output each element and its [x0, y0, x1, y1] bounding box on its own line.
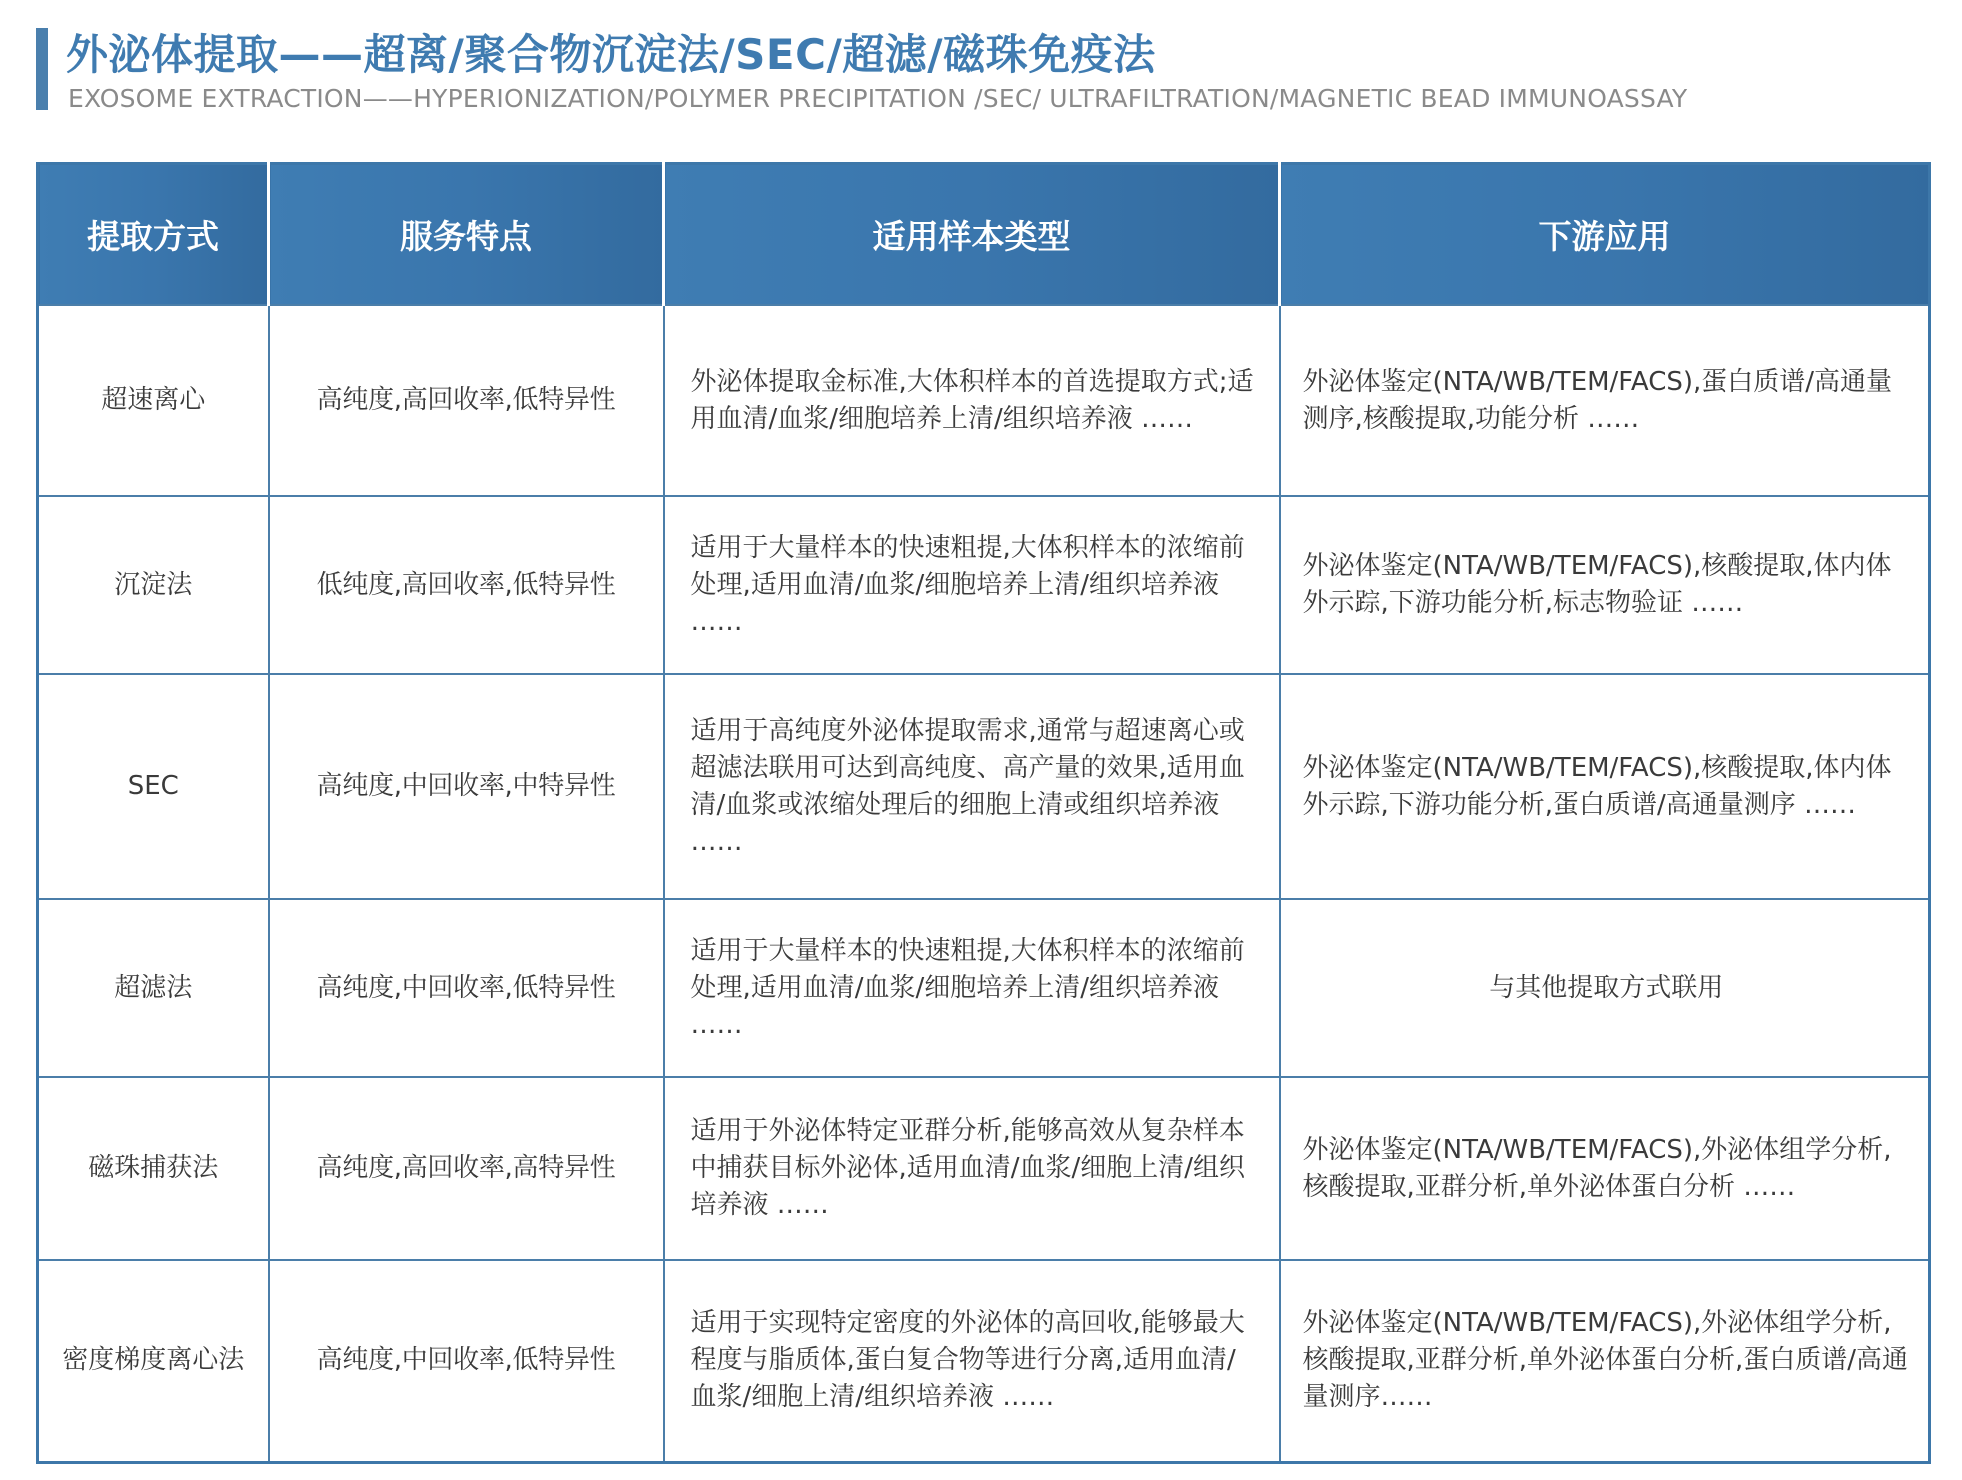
cell-sample: 适用于大量样本的快速粗提,大体积样本的浓缩前处理,适用血清/血浆/细胞培养上清/组织培养液 …… — [664, 496, 1280, 674]
cell-method: SEC — [38, 674, 269, 899]
cell-method: 超滤法 — [38, 899, 269, 1077]
cell-feature: 高纯度,中回收率,中特异性 — [269, 674, 664, 899]
cell-sample: 适用于实现特定密度的外泌体的高回收,能够最大程度与脂质体,蛋白复合物等进行分离,适用血清/血浆/细胞上清/组织培养液 …… — [664, 1260, 1280, 1462]
cell-method: 沉淀法 — [38, 496, 269, 674]
column-header-method: 提取方式 — [38, 164, 269, 306]
cell-feature: 高纯度,高回收率,低特异性 — [269, 305, 664, 496]
column-header-application: 下游应用 — [1280, 164, 1930, 306]
table-row — [38, 674, 1930, 899]
cell-feature: 高纯度,高回收率,高特异性 — [269, 1077, 664, 1260]
cell-sample: 适用于高纯度外泌体提取需求,通常与超速离心或超滤法联用可达到高纯度、高产量的效果,适用血清/血浆或浓缩处理后的细胞上清或组织培养液 …… — [664, 674, 1280, 899]
cell-application: 外泌体鉴定(NTA/WB/TEM/FACS),蛋白质谱/高通量测序,核酸提取,功能分析 …… — [1280, 305, 1930, 496]
table-row — [38, 1260, 1930, 1462]
cell-method: 磁珠捕获法 — [38, 1077, 269, 1260]
table-row — [38, 305, 1930, 496]
cell-application: 外泌体鉴定(NTA/WB/TEM/FACS),外泌体组学分析,核酸提取,亚群分析,单外泌体蛋白分析 …… — [1280, 1077, 1930, 1260]
cell-application: 外泌体鉴定(NTA/WB/TEM/FACS),核酸提取,体内体外示踪,下游功能分析,蛋白质谱/高通量测序 …… — [1280, 674, 1930, 899]
title-accent-bar — [36, 28, 48, 110]
cell-application: 与其他提取方式联用 — [1280, 899, 1930, 1077]
cell-method: 超速离心 — [38, 305, 269, 496]
cell-sample: 外泌体提取金标准,大体积样本的首选提取方式;适用血清/血浆/细胞培养上清/组织培养液 …… — [664, 305, 1280, 496]
page-title: 外泌体提取——超离/聚合物沉淀法/SEC/超滤/磁珠免疫法 — [66, 30, 1156, 79]
cell-sample: 适用于大量样本的快速粗提,大体积样本的浓缩前处理,适用血清/血浆/细胞培养上清/组织培养液 …… — [664, 899, 1280, 1077]
cell-feature: 低纯度,高回收率,低特异性 — [269, 496, 664, 674]
table-row — [38, 899, 1930, 1077]
cell-application: 外泌体鉴定(NTA/WB/TEM/FACS),核酸提取,体内体外示踪,下游功能分析,标志物验证 …… — [1280, 496, 1930, 674]
page-subtitle: EXOSOME EXTRACTION——HYPERIONIZATION/POLYMER PRECIPITATION /SEC/ ULTRAFILTRATION/MAGNETIC BEAD IMMUNOASSAY — [68, 84, 1688, 113]
extraction-methods-table — [36, 162, 1931, 1464]
column-header-sample: 适用样本类型 — [664, 164, 1280, 306]
cell-sample: 适用于外泌体特定亚群分析,能够高效从复杂样本中捕获目标外泌体,适用血清/血浆/细胞上清/组织培养液 …… — [664, 1077, 1280, 1260]
table-row — [38, 496, 1930, 674]
cell-application: 外泌体鉴定(NTA/WB/TEM/FACS),外泌体组学分析,核酸提取,亚群分析,单外泌体蛋白分析,蛋白质谱/高通量测序…… — [1280, 1260, 1930, 1462]
table-row — [38, 1077, 1930, 1260]
table-header-row — [38, 164, 1930, 306]
column-header-feature: 服务特点 — [269, 164, 664, 306]
cell-feature: 高纯度,中回收率,低特异性 — [269, 899, 664, 1077]
cell-method: 密度梯度离心法 — [38, 1260, 269, 1462]
cell-feature: 高纯度,中回收率,低特异性 — [269, 1260, 664, 1462]
